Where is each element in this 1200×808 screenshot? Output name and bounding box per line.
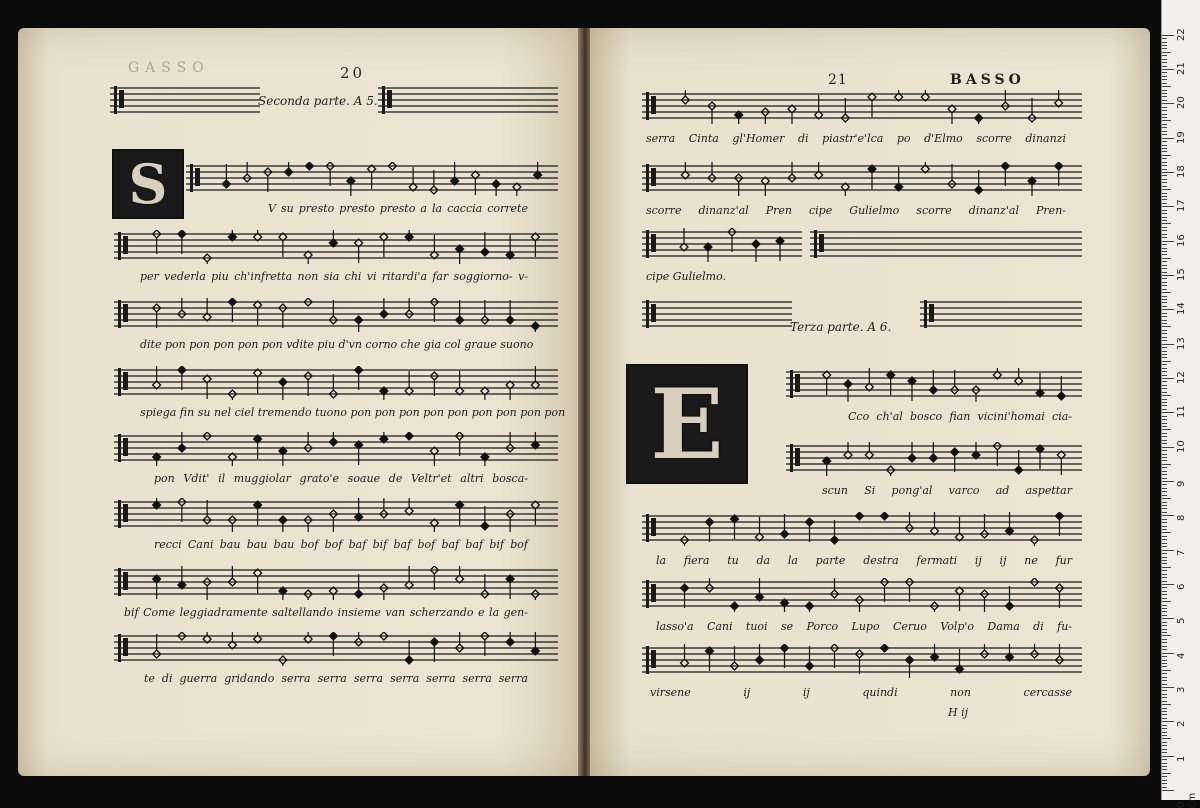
- ruler-minor-tick: [1162, 478, 1167, 479]
- ruler-minor-tick: [1162, 429, 1171, 430]
- ruler-minor-tick: [1162, 361, 1171, 362]
- ruler-minor-tick: [1162, 574, 1167, 575]
- ruler-minor-tick: [1162, 766, 1167, 767]
- ruler-minor-tick: [1162, 42, 1167, 43]
- right-lower-lyric-line-3: la fiera tu da la parte destra fermati ij ij ne fur: [656, 554, 1072, 567]
- ruler-number: 3: [1176, 686, 1187, 693]
- ruler-minor-tick: [1162, 278, 1167, 279]
- ruler-minor-tick: [1162, 323, 1167, 324]
- ruler-minor-tick: [1162, 491, 1167, 492]
- left-staff-8: [114, 632, 558, 662]
- ruler-minor-tick: [1162, 426, 1167, 427]
- ruler-minor-tick: [1162, 539, 1167, 540]
- ruler-minor-tick: [1162, 158, 1167, 159]
- ruler-tick: [1162, 206, 1174, 207]
- ruler-minor-tick: [1162, 769, 1167, 770]
- ruler-minor-tick: [1162, 357, 1167, 358]
- right-lower-staff-5: [642, 644, 1082, 674]
- ruler-minor-tick: [1162, 553, 1167, 554]
- ruler-minor-tick: [1162, 611, 1167, 612]
- ruler-minor-tick: [1162, 210, 1167, 211]
- ruler-minor-tick: [1162, 419, 1167, 420]
- ruler-number: 19: [1176, 130, 1187, 144]
- ruler-number: 17: [1176, 199, 1187, 213]
- left-staff-2: [114, 230, 558, 260]
- ruler-minor-tick: [1162, 127, 1167, 128]
- right-top-lyric-line-1: serra Cinta gl'Homer di piastr'e'lca po d'Elmo scorre dinanzi: [646, 132, 1066, 145]
- ruler-minor-tick: [1162, 536, 1167, 537]
- ruler-minor-tick: [1162, 145, 1167, 146]
- ruler-minor-tick: [1162, 100, 1167, 101]
- ruler-minor-tick: [1162, 351, 1167, 352]
- ruler-minor-tick: [1162, 526, 1167, 527]
- ruler-number: 22: [1176, 27, 1187, 41]
- ruler-number: 16: [1176, 233, 1187, 247]
- ruler-minor-tick: [1162, 337, 1167, 338]
- ruler-minor-tick: [1162, 684, 1167, 685]
- ruler-minor-tick: [1162, 213, 1167, 214]
- ruler-minor-tick: [1162, 169, 1167, 170]
- ruler-minor-tick: [1162, 608, 1167, 609]
- ruler-minor-tick: [1162, 783, 1167, 784]
- ruler-minor-tick: [1162, 340, 1167, 341]
- ruler-minor-tick: [1162, 440, 1167, 441]
- ruler-minor-tick: [1162, 464, 1171, 465]
- ruler-minor-tick: [1162, 725, 1167, 726]
- ruler-minor-tick: [1162, 738, 1171, 739]
- right-lower-staff-3: [642, 512, 1082, 542]
- ruler-minor-tick: [1162, 354, 1167, 355]
- ruler-tick: [1162, 687, 1174, 688]
- ruler-tick: [1162, 172, 1174, 173]
- ruler-minor-tick: [1162, 587, 1167, 588]
- ruler-minor-tick: [1162, 409, 1167, 410]
- ruler-minor-tick: [1162, 780, 1167, 781]
- ruler-minor-tick: [1162, 711, 1167, 712]
- left-lyric-line-2: per vederla piu ch'infretta non sia chi vi ritardi'a far soggiorno- v-: [140, 270, 528, 283]
- ruler-minor-tick: [1162, 268, 1167, 269]
- ruler-minor-tick: [1162, 728, 1167, 729]
- ruler-minor-tick: [1162, 433, 1167, 434]
- ruler-minor-tick: [1162, 388, 1167, 389]
- ruler-tick: [1162, 35, 1174, 36]
- ruler-tick: [1162, 721, 1174, 722]
- ruler-minor-tick: [1162, 93, 1167, 94]
- right-top-staff-2: [642, 162, 1082, 192]
- ruler-minor-tick: [1162, 299, 1167, 300]
- ruler-minor-tick: [1162, 306, 1167, 307]
- ruler-minor-tick: [1162, 663, 1167, 664]
- left-staff-6: [114, 498, 558, 528]
- ruler-minor-tick: [1162, 505, 1167, 506]
- ruler-number: 10: [1176, 439, 1187, 453]
- open-book: [18, 28, 1152, 780]
- ruler-tick: [1162, 515, 1174, 516]
- ruler-minor-tick: [1162, 416, 1167, 417]
- ruler-minor-tick: [1162, 436, 1167, 437]
- ruler-minor-tick: [1162, 718, 1167, 719]
- ruler-minor-tick: [1162, 395, 1171, 396]
- ruler-minor-tick: [1162, 217, 1167, 218]
- ruler-minor-tick: [1162, 72, 1167, 73]
- ruler-minor-tick: [1162, 151, 1167, 152]
- ruler-minor-tick: [1162, 385, 1167, 386]
- ruler-minor-tick: [1162, 567, 1171, 568]
- left-staff-5: [114, 432, 558, 462]
- ruler-minor-tick: [1162, 752, 1167, 753]
- left-lyric-line-4: spiega fin su nel ciel tremendo tuono pon pon pon pon pon pon pon pon pon: [140, 406, 566, 419]
- ruler-minor-tick: [1162, 381, 1167, 382]
- right-page: [590, 28, 1150, 776]
- ruler-tick: [1162, 618, 1174, 619]
- ruler-minor-tick: [1162, 364, 1167, 365]
- ruler-minor-tick: [1162, 230, 1167, 231]
- ruler-minor-tick: [1162, 560, 1167, 561]
- left-staff-7: [114, 566, 558, 596]
- left-lyric-line-6: recci Cani bau bau bau bof bof baf bif baf bof baf baf bif bof: [154, 538, 528, 551]
- ruler-minor-tick: [1162, 272, 1167, 273]
- right-top-staff-3: [642, 228, 802, 258]
- ruler-minor-tick: [1162, 714, 1167, 715]
- ruler-tick: [1162, 309, 1174, 310]
- ruler-minor-tick: [1162, 368, 1167, 369]
- ruler-tick: [1162, 447, 1174, 448]
- ruler-minor-tick: [1162, 787, 1167, 788]
- ruler-minor-tick: [1162, 131, 1167, 132]
- left-title-staff: [110, 84, 260, 114]
- right-initial-letter: E: [626, 364, 748, 484]
- ruler-minor-tick: [1162, 673, 1167, 674]
- ruler-minor-tick: [1162, 402, 1167, 403]
- ruler-number: 2: [1176, 720, 1187, 728]
- ruler-number: 7: [1176, 549, 1187, 556]
- left-lyric-line-5: pon Vdit' il muggiolar grato'e soaue de Veltr'et altri bosca-: [154, 472, 528, 485]
- ruler-minor-tick: [1162, 330, 1167, 331]
- ruler-minor-tick: [1162, 193, 1167, 194]
- ruler-minor-tick: [1162, 399, 1167, 400]
- ruler-minor-tick: [1162, 632, 1167, 633]
- ruler-minor-tick: [1162, 629, 1167, 630]
- ruler-minor-tick: [1162, 405, 1167, 406]
- ruler-minor-tick: [1162, 745, 1167, 746]
- ruler-minor-tick: [1162, 96, 1167, 97]
- ruler-minor-tick: [1162, 642, 1167, 643]
- left-lyric-line-7: bif Come leggiadramente saltellando insieme van scherzando e la gen-: [124, 606, 528, 619]
- ruler-minor-tick: [1162, 83, 1167, 84]
- ruler-minor-tick: [1162, 162, 1167, 163]
- ruler-number: 1: [1176, 755, 1187, 762]
- ruler-minor-tick: [1162, 701, 1167, 702]
- ruler-minor-tick: [1162, 203, 1167, 204]
- ruler-minor-tick: [1162, 660, 1167, 661]
- ruler-minor-tick: [1162, 114, 1167, 115]
- ruler-minor-tick: [1162, 289, 1167, 290]
- ruler-minor-tick: [1162, 302, 1167, 303]
- ruler-minor-tick: [1162, 227, 1167, 228]
- ruler-number: 13: [1176, 336, 1187, 350]
- ruler-minor-tick: [1162, 90, 1167, 91]
- ruler-minor-tick: [1162, 532, 1171, 533]
- ruler-tick: [1162, 756, 1174, 757]
- ruler-minor-tick: [1162, 666, 1167, 667]
- right-top-lyric-line-2: scorre dinanz'al Pren cipe Gulielmo scorre dinanz'al Pren-: [646, 204, 1066, 217]
- ruler-tick: [1162, 69, 1174, 70]
- right-lower-staff-4: [642, 578, 1082, 608]
- ruler-minor-tick: [1162, 148, 1167, 149]
- left-staff-1: [186, 162, 558, 192]
- ruler-minor-tick: [1162, 165, 1167, 166]
- left-title-staff-right: [378, 84, 558, 114]
- right-title-staff-left: [642, 298, 792, 328]
- ruler-minor-tick: [1162, 601, 1171, 602]
- ruler-number: 6: [1176, 583, 1187, 590]
- right-top-staff-1: [642, 90, 1082, 120]
- ruler-minor-tick: [1162, 189, 1171, 190]
- ruler-minor-tick: [1162, 120, 1171, 121]
- ruler-tick: [1162, 138, 1174, 139]
- ruler-minor-tick: [1162, 646, 1167, 647]
- ruler-minor-tick: [1162, 656, 1167, 657]
- ruler-tick: [1162, 103, 1174, 104]
- ruler-minor-tick: [1162, 557, 1167, 558]
- ruler-minor-tick: [1162, 313, 1167, 314]
- ruler-minor-tick: [1162, 282, 1167, 283]
- ruler-minor-tick: [1162, 622, 1167, 623]
- ruler-tick: [1162, 344, 1174, 345]
- ruler-minor-tick: [1162, 759, 1167, 760]
- ruler-minor-tick: [1162, 591, 1167, 592]
- ruler-minor-tick: [1162, 258, 1171, 259]
- ruler-minor-tick: [1162, 495, 1167, 496]
- left-page-number: 20: [340, 64, 366, 82]
- ruler-minor-tick: [1162, 237, 1167, 238]
- ruler-minor-tick: [1162, 320, 1167, 321]
- ruler-minor-tick: [1162, 175, 1167, 176]
- left-section-title: Seconda parte. A 5.: [258, 94, 378, 108]
- signature-mark: H ij: [948, 706, 969, 719]
- ruler-minor-tick: [1162, 265, 1167, 266]
- ruler-minor-tick: [1162, 55, 1167, 56]
- ruler-minor-tick: [1162, 182, 1167, 183]
- right-lower-lyric-line-1: Cco ch'al bosco fian vicini'homai cia-: [848, 410, 1072, 423]
- ruler-minor-tick: [1162, 292, 1171, 293]
- ruler-minor-tick: [1162, 220, 1167, 221]
- ruler-minor-tick: [1162, 680, 1167, 681]
- ruler-number: 4: [1176, 652, 1187, 659]
- ruler-number: 18: [1176, 165, 1187, 178]
- ruler-minor-tick: [1162, 186, 1167, 187]
- left-header-faint: GASSO: [128, 60, 210, 76]
- left-page: [18, 28, 580, 776]
- ruler-minor-tick: [1162, 199, 1167, 200]
- ruler-minor-tick: [1162, 76, 1167, 77]
- ruler-number: 20: [1176, 96, 1187, 110]
- ruler-minor-tick: [1162, 52, 1171, 53]
- ruler-minor-tick: [1162, 639, 1167, 640]
- ruler-minor-tick: [1162, 543, 1167, 544]
- ruler-minor-tick: [1162, 86, 1171, 87]
- ruler-minor-tick: [1162, 742, 1167, 743]
- ruler-tick: [1162, 550, 1174, 551]
- ruler-tick: [1162, 790, 1174, 791]
- ruler-tick: [1162, 275, 1174, 276]
- right-section-title: Terza parte. A 6.: [790, 320, 892, 334]
- right-lower-lyric-line-5: virsene ij ij quindi non cercasse: [650, 686, 1072, 699]
- ruler-minor-tick: [1162, 261, 1167, 262]
- ruler-minor-tick: [1162, 124, 1167, 125]
- ruler-minor-tick: [1162, 45, 1167, 46]
- ruler-minor-tick: [1162, 598, 1167, 599]
- right-lower-lyric-line-2: scun Si pong'al varco ad aspettar: [822, 484, 1072, 497]
- ruler-minor-tick: [1162, 704, 1171, 705]
- ruler-minor-tick: [1162, 670, 1171, 671]
- ruler-minor-tick: [1162, 635, 1171, 636]
- ruler-minor-tick: [1162, 38, 1167, 39]
- ruler-number: 11: [1176, 405, 1187, 419]
- left-lyric-line-1: V su presto presto presto a la caccia correte: [268, 202, 528, 215]
- ruler-number: 0 cm: [1176, 792, 1198, 808]
- ruler-minor-tick: [1162, 735, 1167, 736]
- ruler-number: 5: [1176, 617, 1187, 625]
- ruler-minor-tick: [1162, 457, 1167, 458]
- ruler-tick: [1162, 584, 1174, 585]
- ruler-minor-tick: [1162, 248, 1167, 249]
- ruler-tick: [1162, 378, 1174, 379]
- ruler-minor-tick: [1162, 697, 1167, 698]
- right-top-lyric-line-3: cipe Gulielmo.: [646, 270, 727, 283]
- right-lower-staff-1: [786, 368, 1082, 398]
- ruler-minor-tick: [1162, 79, 1167, 80]
- ruler-minor-tick: [1162, 110, 1167, 111]
- measurement-ruler: [1161, 0, 1200, 808]
- ruler-minor-tick: [1162, 254, 1167, 255]
- ruler-minor-tick: [1162, 581, 1167, 582]
- right-lower-staff-2: [786, 442, 1082, 472]
- ruler-minor-tick: [1162, 776, 1167, 777]
- right-empty-staff-1: [810, 228, 1082, 258]
- ruler-minor-tick: [1162, 392, 1167, 393]
- ruler-minor-tick: [1162, 546, 1167, 547]
- ruler-minor-tick: [1162, 371, 1167, 372]
- right-header: BASSO: [950, 72, 1025, 88]
- ruler-minor-tick: [1162, 502, 1167, 503]
- ruler-tick: [1162, 653, 1174, 654]
- ruler-minor-tick: [1162, 423, 1167, 424]
- ruler-number: 15: [1176, 268, 1187, 281]
- ruler-tick: [1162, 412, 1174, 413]
- ruler-minor-tick: [1162, 223, 1171, 224]
- ruler-tick: [1162, 481, 1174, 482]
- ruler-number: 14: [1176, 302, 1187, 316]
- ruler-minor-tick: [1162, 66, 1167, 67]
- ruler-minor-tick: [1162, 62, 1167, 63]
- left-lyric-line-8: te di guerra gridando serra serra serra serra serra serra serra: [144, 672, 528, 685]
- ruler-minor-tick: [1162, 59, 1167, 60]
- ruler-minor-tick: [1162, 326, 1171, 327]
- ruler-minor-tick: [1162, 134, 1167, 135]
- ruler-minor-tick: [1162, 107, 1167, 108]
- ruler-minor-tick: [1162, 234, 1167, 235]
- left-lyric-line-3: dite pon pon pon pon pon vdite piu d'vn corno che gia col graue suono: [140, 338, 534, 351]
- ruler-number: 9: [1176, 480, 1187, 487]
- ruler-minor-tick: [1162, 708, 1167, 709]
- ruler-minor-tick: [1162, 749, 1167, 750]
- right-page-number: 21: [828, 72, 848, 88]
- ruler-minor-tick: [1162, 333, 1167, 334]
- ruler-minor-tick: [1162, 155, 1171, 156]
- ruler-minor-tick: [1162, 450, 1167, 451]
- ruler-minor-tick: [1162, 732, 1167, 733]
- right-lower-lyric-line-4: lasso'a Cani tuoi se Porco Lupo Ceruo Volp'o Dama di fu-: [656, 620, 1072, 633]
- ruler-minor-tick: [1162, 529, 1167, 530]
- ruler-minor-tick: [1162, 694, 1167, 695]
- ruler-tick: [1162, 241, 1174, 242]
- ruler-minor-tick: [1162, 179, 1167, 180]
- ruler-minor-tick: [1162, 512, 1167, 513]
- ruler-minor-tick: [1162, 471, 1167, 472]
- ruler-number: 8: [1176, 514, 1187, 522]
- left-initial-letter: S: [112, 149, 184, 219]
- ruler-minor-tick: [1162, 285, 1167, 286]
- ruler-minor-tick: [1162, 763, 1167, 764]
- ruler-minor-tick: [1162, 563, 1167, 564]
- ruler-minor-tick: [1162, 615, 1167, 616]
- ruler-number: 21: [1176, 62, 1187, 75]
- ruler-number: 12: [1176, 371, 1187, 384]
- ruler-minor-tick: [1162, 649, 1167, 650]
- ruler-minor-tick: [1162, 296, 1167, 297]
- ruler-minor-tick: [1162, 519, 1167, 520]
- ruler-minor-tick: [1162, 690, 1167, 691]
- left-staff-4: [114, 366, 558, 396]
- ruler-minor-tick: [1162, 484, 1167, 485]
- left-staff-3: [114, 298, 558, 328]
- ruler-minor-tick: [1162, 577, 1167, 578]
- ruler-minor-tick: [1162, 196, 1167, 197]
- ruler-minor-tick: [1162, 251, 1167, 252]
- right-title-staff-right: [920, 298, 1082, 328]
- ruler-minor-tick: [1162, 605, 1167, 606]
- ruler-minor-tick: [1162, 594, 1167, 595]
- ruler-minor-tick: [1162, 375, 1167, 376]
- ruler-minor-tick: [1162, 773, 1171, 774]
- ruler-minor-tick: [1162, 443, 1167, 444]
- ruler-minor-tick: [1162, 347, 1167, 348]
- ruler-minor-tick: [1162, 467, 1167, 468]
- ruler-minor-tick: [1162, 474, 1167, 475]
- ruler-minor-tick: [1162, 460, 1167, 461]
- ruler-minor-tick: [1162, 498, 1171, 499]
- ruler-minor-tick: [1162, 316, 1167, 317]
- ruler-minor-tick: [1162, 48, 1167, 49]
- ruler-minor-tick: [1162, 677, 1167, 678]
- ruler-minor-tick: [1162, 454, 1167, 455]
- ruler-minor-tick: [1162, 625, 1167, 626]
- ruler-minor-tick: [1162, 522, 1167, 523]
- ruler-minor-tick: [1162, 508, 1167, 509]
- ruler-minor-tick: [1162, 488, 1167, 489]
- ruler-minor-tick: [1162, 244, 1167, 245]
- ruler-minor-tick: [1162, 117, 1167, 118]
- ruler-minor-tick: [1162, 570, 1167, 571]
- ruler-minor-tick: [1162, 141, 1167, 142]
